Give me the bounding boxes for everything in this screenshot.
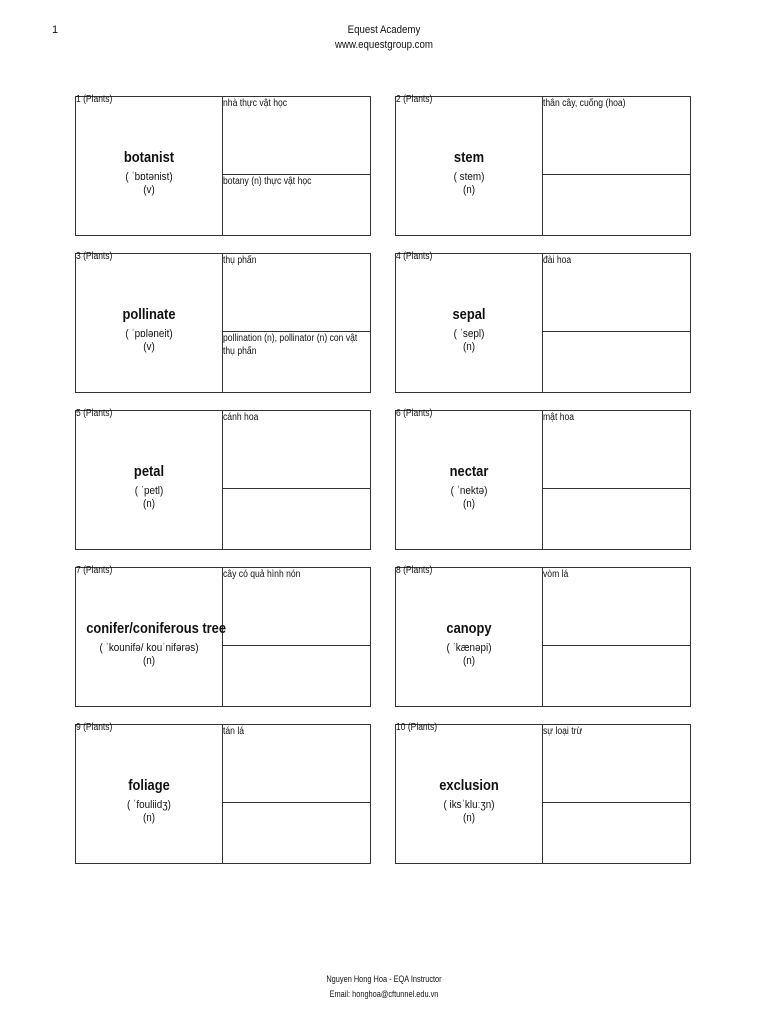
card-pronunciation: ( ˈkounifə/ kouˈnifərəs) [99, 642, 199, 654]
card-index: 3 (Plants) [76, 251, 113, 262]
card-index: 10 (Plants) [396, 722, 438, 733]
card-part-of-speech: (n) [462, 498, 476, 510]
card-meaning-cell [543, 97, 690, 175]
card-word-panel [396, 251, 543, 392]
card-definition-panel [543, 411, 690, 549]
card-pronunciation: ( ˈbɒtənist) [125, 171, 173, 183]
card-index: 5 (Plants) [76, 408, 113, 419]
flashcard [395, 724, 691, 864]
card-definition-panel [223, 568, 370, 706]
card-pronunciation: ( iksˈkluːʒn) [443, 799, 495, 811]
card-word-panel [396, 722, 543, 863]
card-meaning: mật hoa [543, 412, 575, 423]
card-pronunciation: ( ˈpetl) [134, 485, 164, 497]
card-index: 4 (Plants) [396, 251, 433, 262]
card-note-cell [543, 803, 690, 863]
card-meaning: vòm lá [543, 569, 569, 580]
flashcard [395, 567, 691, 707]
card-part-of-speech: (n) [462, 184, 476, 196]
card-meaning: cây có quả hình nón [223, 569, 301, 580]
card-word: exclusion [439, 777, 499, 794]
card-word-panel [396, 408, 543, 549]
card-part-of-speech: (n) [142, 812, 156, 824]
card-meaning: đài hoa [543, 255, 572, 266]
card-index: 7 (Plants) [76, 565, 113, 576]
card-meaning-cell [223, 97, 370, 175]
card-pronunciation: ( ˈnektə) [450, 485, 488, 497]
card-part-of-speech: (n) [142, 655, 156, 667]
card-note-cell [223, 332, 370, 392]
card-note-cell [223, 803, 370, 863]
card-index: 1 (Plants) [76, 94, 113, 105]
card-index: 8 (Plants) [396, 565, 433, 576]
card-definition-panel [543, 725, 690, 863]
header-website: www.equestgroup.com [335, 39, 433, 51]
card-word: sepal [452, 306, 486, 323]
card-part-of-speech: (n) [142, 498, 156, 510]
card-part-of-speech: (n) [462, 341, 476, 353]
card-meaning-cell [543, 411, 690, 489]
flashcard [395, 410, 691, 550]
card-word-panel [76, 251, 223, 392]
card-pronunciation: ( stem) [453, 171, 485, 183]
card-definition-panel [223, 725, 370, 863]
card-meaning: thụ phấn [223, 255, 257, 266]
flashcard [75, 724, 371, 864]
card-meaning: sự loại trừ [543, 726, 583, 737]
card-word-panel [76, 408, 223, 549]
card-note-cell [223, 489, 370, 549]
card-word-panel [76, 565, 227, 706]
card-pronunciation: ( ˈpɒləneit) [125, 328, 173, 340]
card-note-cell [543, 489, 690, 549]
card-part-of-speech: (n) [462, 655, 476, 667]
card-part-of-speech: (v) [143, 341, 155, 353]
page-number: 1 [52, 24, 59, 36]
header-title: Equest Academy [347, 24, 421, 36]
card-part-of-speech: (v) [143, 184, 155, 196]
card-note-cell [543, 332, 690, 392]
flashcard [395, 96, 691, 236]
card-meaning-cell [543, 568, 690, 646]
card-note: pollination (n), pollinator (n) con vật thụ phấn [223, 333, 358, 357]
footer-email: Email: honghoa@cftunnel.edu.vn [329, 989, 439, 999]
card-word: canopy [446, 620, 492, 637]
card-word: foliage [128, 777, 170, 794]
card-meaning: tán lá [223, 726, 245, 737]
flashcard [395, 253, 691, 393]
card-note: botany (n) thực vật học [223, 176, 312, 187]
card-definition-panel [223, 411, 370, 549]
card-meaning-cell [223, 254, 370, 332]
card-index: 9 (Plants) [76, 722, 113, 733]
card-word-panel [396, 565, 543, 706]
card-definition-panel [543, 568, 690, 706]
card-word: petal [133, 463, 165, 480]
card-word: stem [453, 149, 485, 166]
card-word: nectar [449, 463, 489, 480]
card-meaning-cell [223, 568, 370, 646]
flashcard [75, 253, 371, 393]
page-header [46, 23, 722, 53]
card-pronunciation: ( ˈfouliidʒ) [127, 799, 171, 811]
card-definition-panel [223, 254, 370, 392]
flashcard [75, 96, 371, 236]
card-word-panel [76, 722, 223, 863]
card-meaning-cell [223, 411, 370, 489]
card-meaning-cell [543, 254, 690, 332]
card-word: conifer/coniferous tree [86, 620, 227, 637]
card-note-cell [223, 646, 370, 706]
card-pronunciation: ( ˈkænəpi) [446, 642, 492, 654]
card-word: botanist [123, 149, 175, 166]
card-meaning: thân cây, cuống (hoa) [543, 98, 626, 109]
card-meaning: cánh hoa [223, 412, 259, 423]
flashcard [75, 567, 371, 707]
card-word: pollinate [122, 306, 176, 323]
card-index: 2 (Plants) [396, 94, 433, 105]
card-meaning: nhà thực vật học [223, 98, 288, 109]
card-word-panel [396, 94, 543, 235]
card-note-cell [223, 175, 370, 235]
card-pronunciation: ( ˈsepl) [453, 328, 485, 340]
card-definition-panel [223, 97, 370, 235]
card-meaning-cell [543, 725, 690, 803]
card-note-cell [543, 646, 690, 706]
card-word-panel [76, 94, 223, 235]
card-part-of-speech: (n) [462, 812, 476, 824]
flashcard [75, 410, 371, 550]
footer-author: Nguyen Hong Hoa - EQA Instructor [326, 974, 442, 984]
card-meaning-cell [223, 725, 370, 803]
card-definition-panel [543, 97, 690, 235]
card-definition-panel [543, 254, 690, 392]
page-footer [69, 972, 699, 1002]
card-index: 6 (Plants) [396, 408, 433, 419]
card-note-cell [543, 175, 690, 235]
